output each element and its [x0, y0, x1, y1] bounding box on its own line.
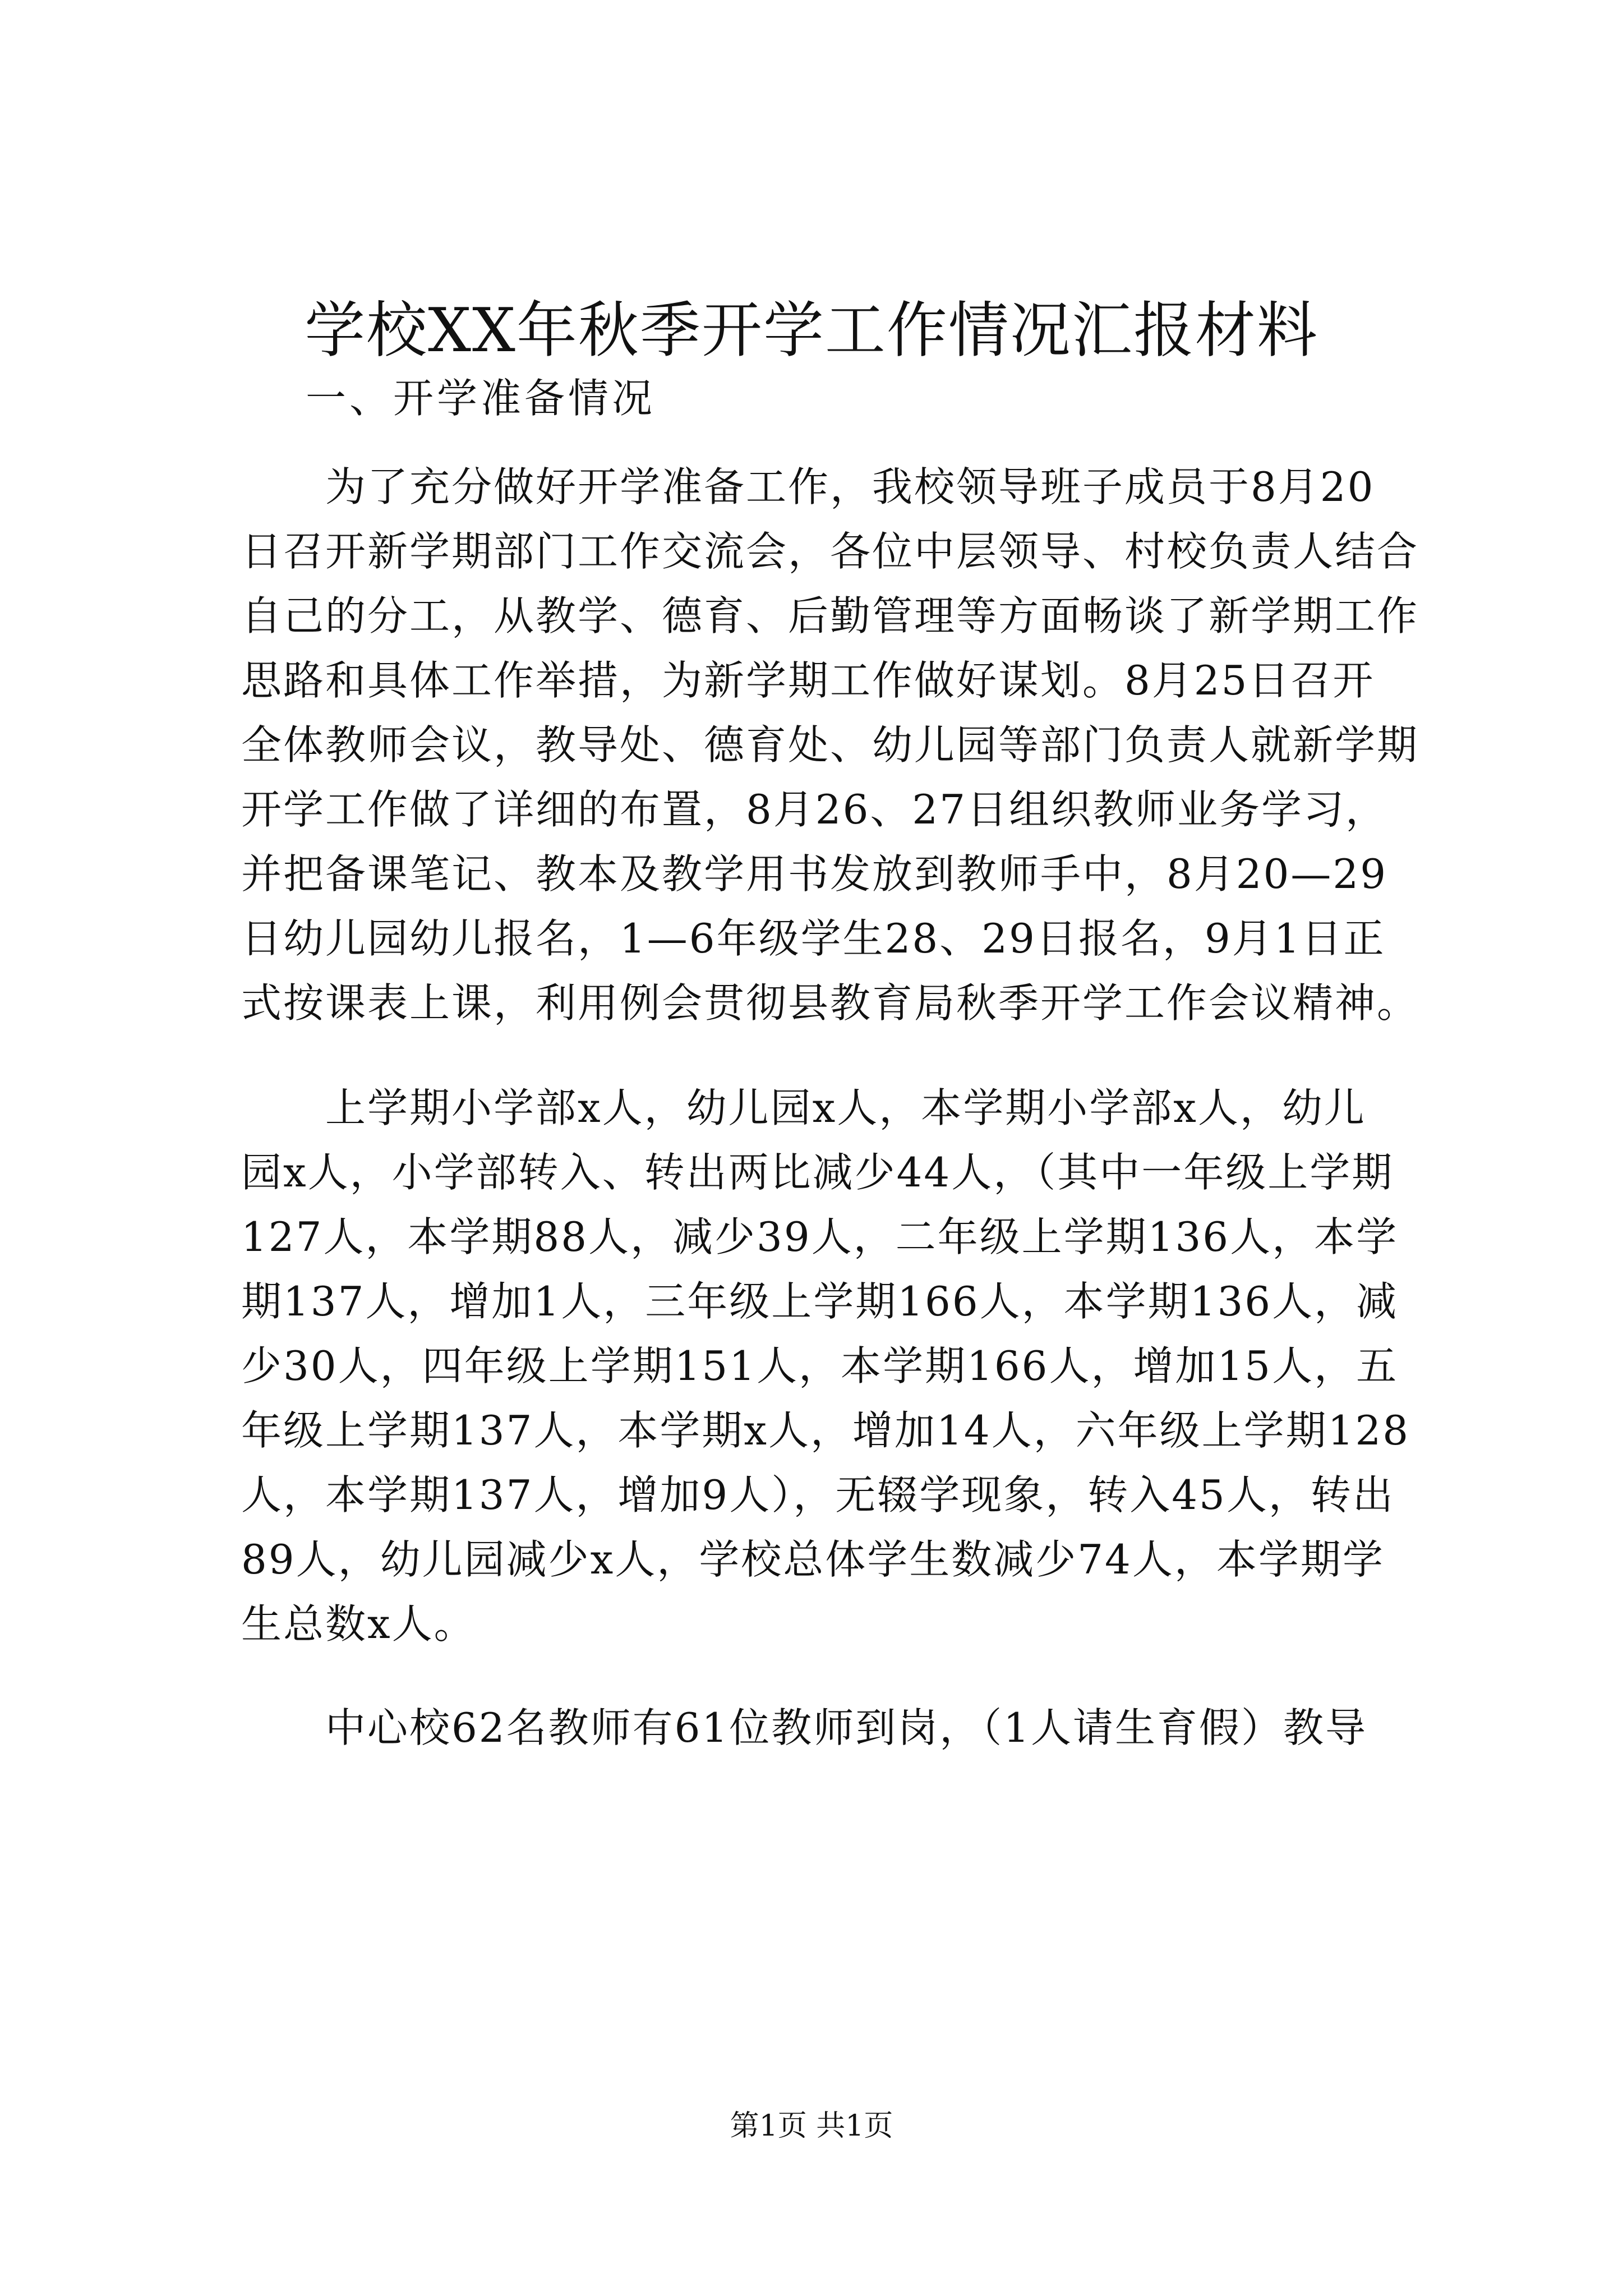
- body-line: 并把备课笔记、教本及教学用书发放到教师手中，8月20—29: [241, 850, 1388, 898]
- body-line: 少30人，四年级上学期151人，本学期166人，增加15人，五: [241, 1342, 1399, 1389]
- body-line: 全体教师会议，教导处、德育处、幼儿园等部门负责人就新学期: [241, 721, 1419, 769]
- body-line: 期137人，增加1人，三年级上学期166人，本学期136人，减: [241, 1278, 1399, 1325]
- body-line: 开学工作做了详细的布置，8月26、27日组织教师业务学习，: [241, 786, 1388, 833]
- body-line: 园x人，小学部转入、转出两比减少44人，（其中一年级上学期: [241, 1149, 1394, 1196]
- body-line: 为了充分做好开学准备工作，我校领导班子成员于8月20: [241, 463, 1375, 510]
- body-line: 式按课表上课，利用例会贯彻县教育局秋季开学工作会议精神。: [241, 979, 1419, 1027]
- document-title: 学校XX年秋季开学工作情况汇报材料: [305, 296, 1318, 366]
- body-line: 年级上学期137人，本学期x人，增加14人，六年级上学期128: [241, 1407, 1410, 1454]
- body-line: 89人，幼儿园减少x人，学校总体学生数减少74人，本学期学: [241, 1536, 1385, 1583]
- body-line: 生总数x人。: [241, 1600, 476, 1648]
- body-line: 自己的分工，从教学、德育、后勤管理等方面畅谈了新学期工作: [241, 592, 1419, 639]
- body-line: 日幼儿园幼儿报名，1—6年级学生28、29日报名，9月1日正: [241, 915, 1386, 962]
- body-line: 人，本学期137人，增加9人），无辍学现象，转入45人，转出: [241, 1471, 1395, 1519]
- page-footer: 第1页 共1页: [730, 2109, 893, 2143]
- body-line: 思路和具体工作举措，为新学期工作做好谋划。8月25日召开: [241, 657, 1375, 704]
- body-line: 上学期小学部x人，幼儿园x人，本学期小学部x人，幼儿: [241, 1084, 1366, 1131]
- body-line: 中心校62名教师有61位教师到岗，（1人请生育假）教导: [241, 1704, 1368, 1751]
- body-line: 日召开新学期部门工作交流会，各位中层领导、村校负责人结合: [241, 528, 1419, 575]
- section-heading: 一、开学准备情况: [306, 375, 656, 422]
- body-line: 127人，本学期88人，减少39人，二年级上学期136人，本学: [241, 1213, 1399, 1260]
